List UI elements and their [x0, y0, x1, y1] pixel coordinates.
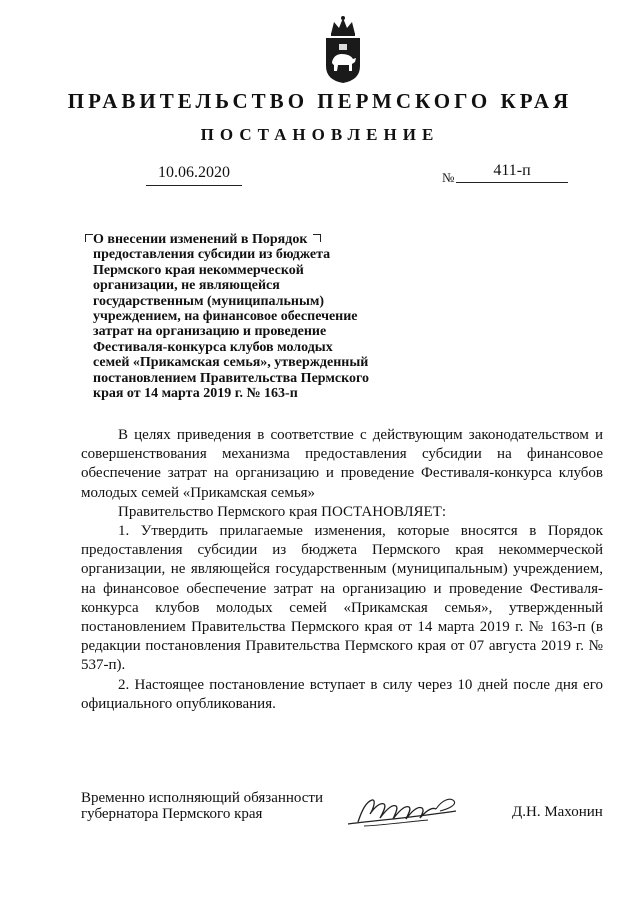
resolution-statement: Правительство Пермского края ПОСТАНОВЛЯЕТ:: [118, 503, 447, 520]
document-type: ПОСТАНОВЛЕНИЕ: [200, 125, 440, 144]
heading-line: края от 14 марта 2019 г. № 163-п: [93, 386, 298, 402]
heading-line: семей «Прикамская семья», утвержденный: [93, 355, 369, 371]
signatory-name: Д.Н. Махонин: [512, 804, 603, 820]
clause-2: 2. Настоящее постановление вступает в силу через 10 дней после дня его официального опубликования.: [81, 676, 603, 712]
clause-1: 1. Утвердить прилагаемые изменения, которые вносятся в Порядок предоставления субсидии из бюджета Пермского края некоммерческой организации, не являющейся государственным (муниципальным) учреждением, на финансовое обеспечение затрат на организацию и проведение Фестиваля-конкурса клубов молодых семей «Прикамская семья», утвержденный постановлением Правительства Пермского края от 14 марта 2019 г. № 163-п (в редакции постановления Правительства Пермского края от 07 августа 2019 г. № 537-п).: [81, 523, 603, 674]
heading-line: О внесении изменений в Порядок: [93, 232, 308, 247]
document-date: 10.06.2020: [158, 164, 230, 181]
title-corner-mark-left: [85, 234, 93, 242]
document-heading: [93, 232, 393, 401]
heading-line: Пермского края некоммерческой: [93, 262, 304, 278]
signatory-position: [81, 790, 323, 822]
number-underline: [456, 182, 568, 183]
heading-line: государственным (муниципальным): [93, 293, 325, 309]
coat-of-arms-icon: [322, 14, 364, 84]
preamble-paragraph: В целях приведения в соответствие с действующим законодательством и совершенствования механизма предоставления субсидии на финансовое обеспечение затрат на организацию и проведение Фестиваля-конкурса клубов молодых семей «Прикамская семья»: [81, 427, 603, 501]
signatory-position-line: Временно исполняющий обязанности: [81, 790, 324, 806]
heading-line: учреждением, на финансовое обеспечение: [93, 309, 358, 325]
heading-line: организации, не являющейся: [93, 278, 280, 294]
heading-line: Фестиваля-конкурса клубов молодых: [93, 339, 333, 355]
document-number: 411-п: [493, 162, 531, 179]
heading-line: затрат на организацию и проведение: [93, 324, 327, 340]
heading-line: постановлением Правительства Пермского: [93, 370, 369, 386]
heading-line: предоставления субсидии из бюджета: [93, 247, 331, 263]
signatory-position-line: губернатора Пермского края: [81, 806, 263, 822]
number-sign: №: [442, 170, 455, 185]
handwritten-signature-icon: [344, 792, 462, 832]
date-underline: [146, 185, 242, 186]
government-title: ПРАВИТЕЛЬСТВО ПЕРМСКОГО КРАЯ: [67, 89, 573, 113]
document-body: [81, 426, 603, 714]
